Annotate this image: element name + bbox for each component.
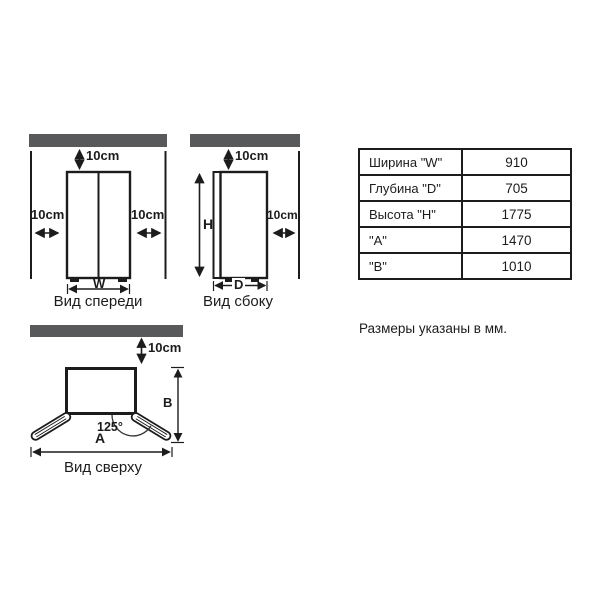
front-right-clearance-label: 10cm xyxy=(131,207,165,222)
dim-label-cell: "B" xyxy=(359,253,462,279)
front-width-letter: W xyxy=(93,276,106,291)
dim-value-cell: 705 xyxy=(462,175,571,201)
table-row xyxy=(359,227,571,253)
top-b-letter: B xyxy=(163,395,173,410)
dim-label-cell: Ширина "W" xyxy=(359,149,462,175)
top-rear-clearance-label: 10cm xyxy=(148,340,182,355)
dim-value-cell: 910 xyxy=(462,149,571,175)
top-wall-bar xyxy=(30,325,183,337)
table-row xyxy=(359,149,571,175)
side-top-clearance-label: 10cm xyxy=(235,148,269,163)
dim-label-cell: "A" xyxy=(359,227,462,253)
side-ceiling-bar xyxy=(190,134,300,147)
top-left-open-door xyxy=(30,412,72,442)
front-top-clearance-label: 10cm xyxy=(86,148,120,163)
front-ceiling-bar xyxy=(29,134,167,147)
top-view-caption: Вид сверху xyxy=(63,459,143,476)
side-rear-clearance-label: 10cm xyxy=(267,208,298,222)
dim-value-cell: 1775 xyxy=(462,201,571,227)
top-door-angle-label: 125° xyxy=(97,420,123,434)
dim-value-cell: 1470 xyxy=(462,227,571,253)
top-a-letter: A xyxy=(95,430,106,446)
side-fridge-body xyxy=(221,172,268,278)
dim-value-cell: 1010 xyxy=(462,253,571,279)
front-left-foot xyxy=(70,278,79,282)
side-view-caption: Вид сбоку xyxy=(203,293,273,310)
dim-label-cell: Высота "H" xyxy=(359,201,462,227)
front-left-clearance-label: 10cm xyxy=(31,207,65,222)
side-depth-letter: D xyxy=(234,277,244,292)
table-row xyxy=(359,175,571,201)
dim-label-cell: Глубина "D" xyxy=(359,175,462,201)
side-height-letter: H xyxy=(203,216,214,232)
dimensions-table xyxy=(358,148,572,280)
units-note: Размеры указаны в мм. xyxy=(359,321,508,336)
front-right-foot xyxy=(118,278,127,282)
front-view-caption: Вид спереди xyxy=(53,293,143,310)
table-row xyxy=(359,253,571,279)
table-row xyxy=(359,201,571,227)
top-fridge-body xyxy=(67,369,136,414)
side-rear-foot xyxy=(251,278,259,282)
